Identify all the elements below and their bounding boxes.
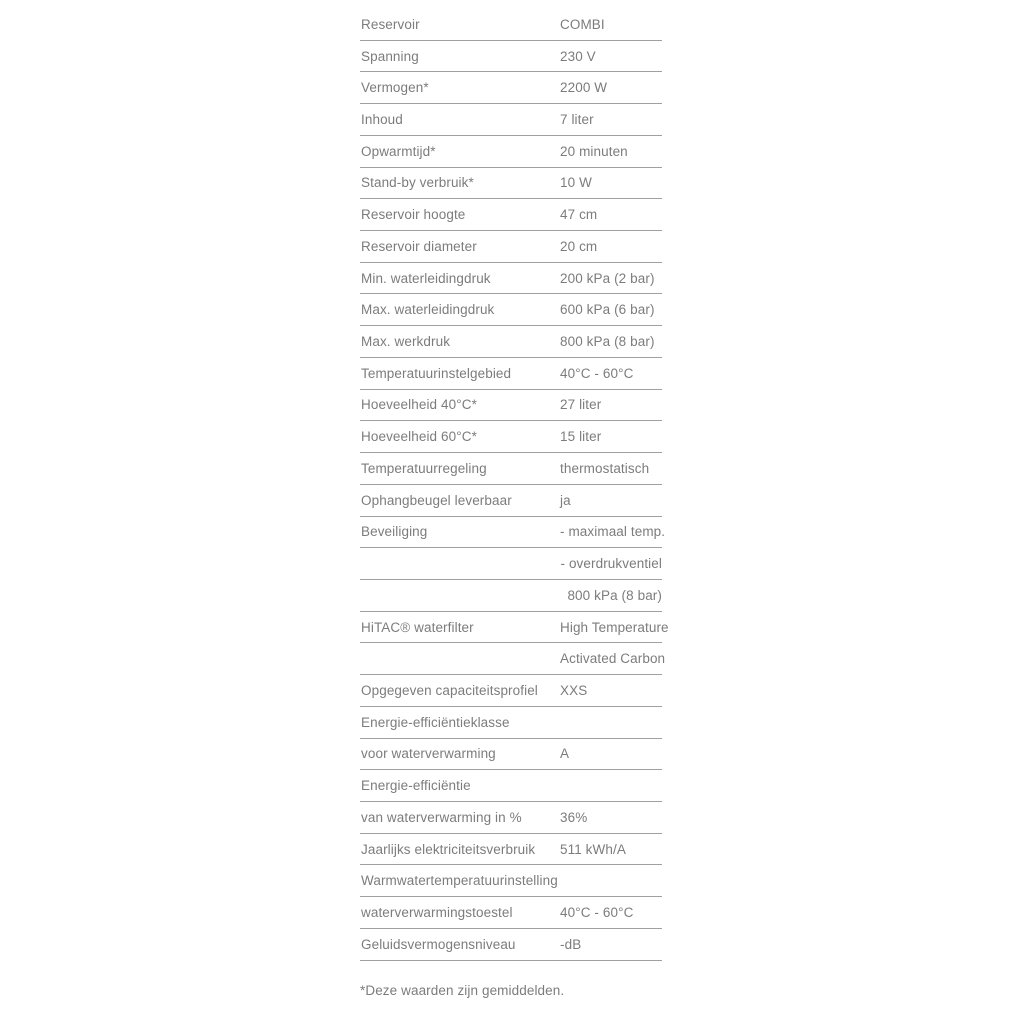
table-row: [360, 485, 662, 517]
table-row: [360, 199, 662, 231]
table-row: [360, 294, 662, 326]
table-row: [360, 580, 662, 612]
row-label: van waterverwarming in %: [361, 809, 522, 825]
table-row: [360, 834, 662, 866]
row-value: 47 cm: [560, 207, 598, 223]
row-value: 20 minuten: [560, 143, 628, 159]
row-label: Opwarmtijd*: [361, 143, 436, 159]
row-label: Spanning: [361, 48, 419, 64]
table-row: [360, 548, 662, 580]
row-value: 800 kPa (8 bar): [560, 334, 655, 350]
row-value: 27 liter: [560, 397, 602, 413]
row-label: Energie-efficiëntieklasse: [361, 714, 510, 730]
row-value: -dB: [560, 936, 582, 952]
table-row: [360, 865, 662, 897]
row-value: 40°C - 60°C: [560, 365, 634, 381]
table-row: [360, 675, 662, 707]
row-label: Beveiliging: [361, 524, 428, 540]
row-label: HiTAC® waterfilter: [361, 619, 474, 635]
row-label: voor waterverwarming: [361, 746, 496, 762]
row-label: Reservoir: [361, 16, 420, 32]
row-value: 7 liter: [560, 112, 594, 128]
table-row: [360, 358, 662, 390]
table-row: [360, 929, 662, 961]
row-value: 10 W: [560, 175, 592, 191]
table-row: [360, 41, 662, 73]
row-value: XXS: [560, 682, 588, 698]
table-row: [360, 643, 666, 675]
row-value: 200 kPa (2 bar): [560, 270, 655, 286]
row-value: 40°C - 60°C: [560, 904, 634, 920]
table-row: [360, 739, 662, 771]
row-value: A: [560, 746, 570, 762]
table-row: [360, 9, 662, 41]
row-label: Ophangbeugel leverbaar: [361, 492, 512, 508]
row-label: Vermogen*: [361, 80, 429, 96]
row-value: 800 kPa (8 bar): [567, 587, 662, 603]
row-label: Reservoir diameter: [361, 238, 477, 254]
row-label: Temperatuurinstelgebied: [361, 365, 512, 381]
table-row: [360, 390, 662, 422]
row-label: Min. waterleidingdruk: [361, 270, 491, 286]
row-value: 230 V: [560, 48, 596, 64]
row-label: Reservoir hoogte: [361, 207, 466, 223]
row-value: - maximaal temp.: [560, 524, 666, 540]
row-label: Jaarlijks elektriciteitsverbruik: [361, 841, 536, 857]
table-row: [360, 453, 662, 485]
table-row: [360, 326, 662, 358]
table-row: [360, 72, 662, 104]
row-value: Activated Carbon: [560, 651, 666, 667]
table-row: [360, 421, 662, 453]
table-row: [360, 104, 662, 136]
table-row: [360, 517, 666, 549]
spec-table: [360, 9, 669, 961]
table-row: [360, 231, 662, 263]
row-value: 511 kWh/A: [560, 841, 626, 857]
table-row: [360, 897, 662, 929]
footnote: *Deze waarden zijn gemiddelden.: [360, 983, 565, 998]
row-value: COMBI: [560, 16, 605, 32]
row-label: Hoeveelheid 40°C*: [361, 397, 477, 413]
row-value: 600 kPa (6 bar): [560, 302, 655, 318]
row-value: ja: [560, 492, 571, 508]
table-row: [360, 770, 662, 802]
row-value: - overdrukventiel: [560, 556, 662, 572]
table-row: [360, 263, 662, 295]
table-row: [360, 802, 662, 834]
row-label: waterverwarmingstoestel: [361, 904, 513, 920]
row-label: Inhoud: [361, 112, 403, 128]
row-label: Geluidsvermogensniveau: [361, 936, 516, 952]
row-label: Temperatuurregeling: [361, 460, 487, 476]
row-value: thermostatisch: [560, 460, 650, 476]
table-row: [360, 707, 662, 739]
row-label: Energie-efficiëntie: [361, 778, 471, 794]
row-value: 2200 W: [560, 80, 608, 96]
row-label: Warmwatertemperatuurinstelling: [361, 873, 558, 889]
row-label: Max. werkdruk: [361, 334, 451, 350]
row-value: High Temperature: [560, 619, 669, 635]
table-row: [360, 168, 662, 200]
row-label: Stand-by verbruik*: [361, 175, 474, 191]
row-value: 20 cm: [560, 238, 598, 254]
row-label: Hoeveelheid 60°C*: [361, 429, 477, 445]
row-label: Opgegeven capaciteitsprofiel: [361, 682, 538, 698]
row-value: 15 liter: [560, 429, 602, 445]
table-row: [360, 136, 662, 168]
row-value: 36%: [560, 809, 588, 825]
row-label: Max. waterleidingdruk: [361, 302, 495, 318]
table-row: [360, 612, 669, 644]
